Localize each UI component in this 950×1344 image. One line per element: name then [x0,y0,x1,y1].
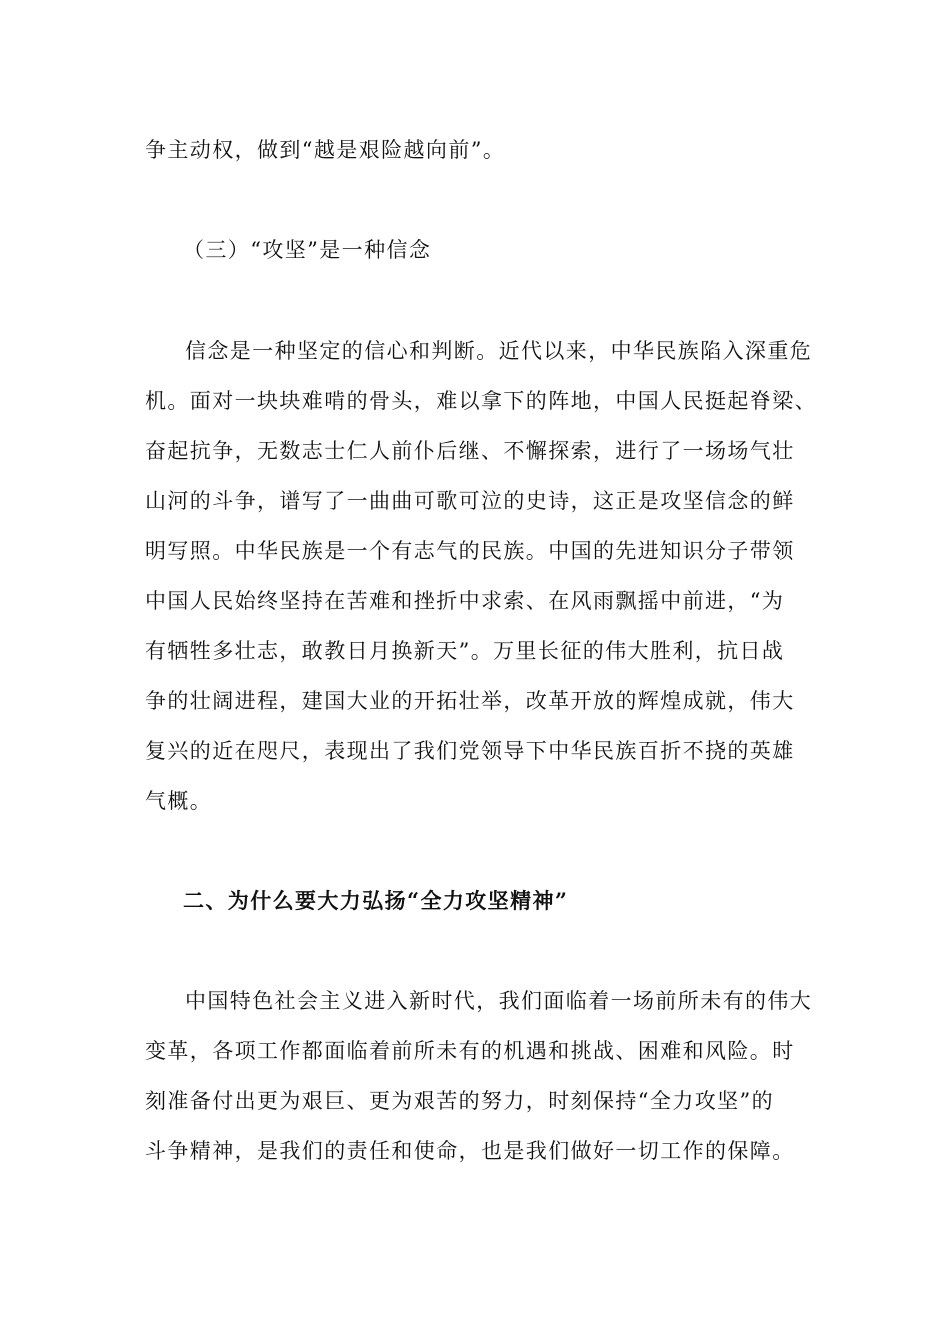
paragraph-end-line: 争主动权，做到“越是艰险越向前”。 [145,138,506,162]
paragraph-line: 刻准备付出更为艰巨、更为艰苦的努力，时刻保持“全力攻坚”的 [145,1089,775,1113]
paragraph-line: 山河的斗争，谱写了一曲曲可歌可泣的史诗，这正是攻坚信念的鲜 [145,489,795,513]
paragraph-line: 奋起抗争，无数志士仁人前仆后继、不懈探索，进行了一场场气壮 [145,439,795,463]
section-heading-2: 二、为什么要大力弘扬“全力攻坚精神” [183,888,569,913]
paragraph-line: 信念是一种坚定的信心和判断。近代以来，中华民族陷入深重危 [185,339,813,363]
paragraph-line: 有牺牲多壮志，敢教日月换新天”。万里长征的伟大胜利，抗日战 [145,639,785,663]
paragraph-line: 机。面对一块块难啃的骨头，难以拿下的阵地，中国人民挺起脊梁、 [145,389,817,413]
paragraph-line: 中国人民始终坚持在苦难和挫折中求索、在风雨飘摇中前进，“为 [145,589,785,613]
paragraph-line: 争的壮阔进程，建国大业的开拓壮举，改革开放的辉煌成就，伟大 [145,689,795,713]
paragraph-line: 复兴的近在咫尺，表现出了我们党领导下中华民族百折不挠的英雄 [145,739,795,763]
paragraph-line: 中国特色社会主义进入新时代，我们面临着一场前所未有的伟大 [185,989,813,1013]
paragraph-line: 斗争精神，是我们的责任和使命，也是我们做好一切工作的保障。 [145,1139,795,1163]
paragraph-line: 变革，各项工作都面临着前所未有的机遇和挑战、困难和风险。时 [145,1039,795,1063]
paragraph-line: 明写照。中华民族是一个有志气的民族。中国的先进知识分子带领 [145,539,795,563]
paragraph-line: 气概。 [145,789,213,813]
section-heading-3: （三）“攻坚”是一种信念 [183,238,432,262]
